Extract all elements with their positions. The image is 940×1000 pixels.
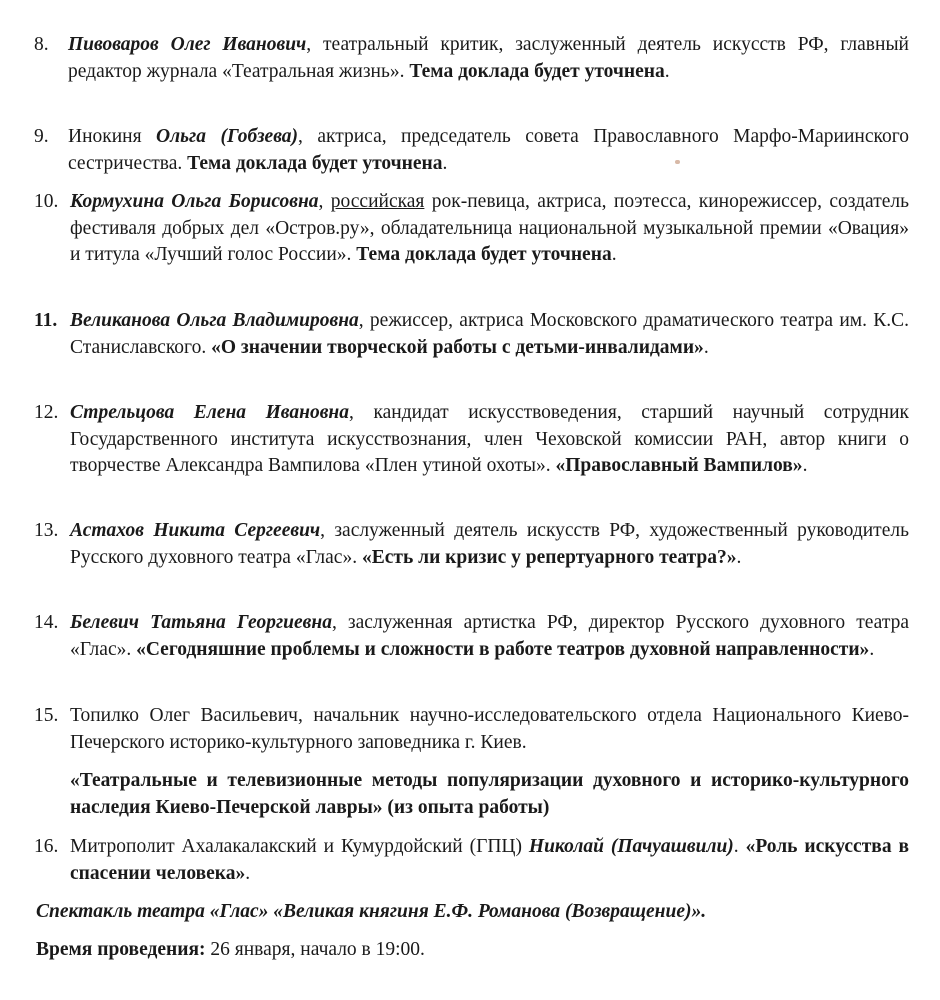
punctuation: . — [245, 862, 251, 884]
speaker-description: рок-певица, актриса, поэтесса, кинорежиссер, создатель фестиваля добрых дел «Остров.ру», обладательница национальной музыкальной премии «Овация» и титула «Лучший голос России». — [70, 191, 909, 265]
item-text — [70, 703, 909, 756]
report-topic: Тема доклада будет уточнена — [356, 244, 612, 265]
item-text — [70, 610, 909, 663]
speaker-item — [34, 189, 909, 269]
report-topic: «Сегодняшние проблемы и сложности в работе театров духовной направленности» — [136, 638, 870, 660]
item-text — [70, 834, 909, 887]
speaker-description: Митрополит Ахалакалакский и Кумурдойский (ГПЦ) — [70, 836, 529, 857]
speaker-description: Топилко Олег Васильевич, начальник научно-исследовательского отдела Национального Киево-Печерского историко-культурного заповедника г. Киев. — [70, 705, 909, 753]
report-topic: «Театральные и телевизионные методы популяризации духовного и историко-культурного наследия Киево-Печерской лавры» (из опыта работы) — [70, 770, 909, 818]
item-text — [68, 124, 909, 177]
speaker-description: , режиссер, актриса Московского драматического театра им. К.С. Станиславского. — [70, 310, 909, 358]
speaker-item — [34, 124, 909, 177]
punctuation: . — [869, 638, 875, 660]
speaker-name: Николай (Пачуашвили) — [528, 836, 734, 857]
speaker-name: Ольга (Гобзева) — [156, 126, 299, 147]
speaker-item — [34, 518, 909, 571]
item-number: 9. — [34, 126, 49, 147]
time-line — [36, 937, 909, 964]
speaker-description: , кандидат искусствоведения, старший научный сотрудник Государственного института искусствознания, член Чеховской комиссии РАН, автор книги о творчестве Александра Вампилова «Плен утиной охоты». — [70, 402, 909, 476]
item-number: 12. — [34, 402, 59, 423]
item-number: 11. — [34, 310, 58, 331]
item-number: 14. — [34, 612, 59, 633]
item-text — [70, 308, 909, 361]
item-text — [70, 189, 909, 269]
speaker-description: , заслуженная артистка РФ, директор Русского духовного театра «Глас». — [70, 612, 909, 660]
speaker-name: Пивоваров Олег Иванович — [68, 34, 307, 55]
report-topic: Тема доклада будет уточнена — [409, 60, 665, 82]
punctuation: , — [318, 191, 331, 212]
report-topic: «О значении творческой работы с детьми-инвалидами» — [211, 336, 704, 358]
report-topic: «Роль искусства в спасении человека» — [70, 836, 910, 884]
item-number: 13. — [34, 520, 59, 541]
speaker-name: Великанова Ольга Владимировна — [70, 310, 359, 331]
time-label: Время проведения: — [36, 939, 206, 960]
speaker-title: Инокиня — [68, 126, 157, 147]
item-number: 15. — [34, 705, 59, 726]
speaker-name: Стрельцова Елена Ивановна — [70, 402, 349, 423]
speaker-description: , театральный критик, заслуженный деятель искусств РФ, главный редактор журнала «Театральная жизнь». — [68, 34, 909, 82]
punctuation: . — [733, 836, 746, 857]
item-number: 8. — [34, 34, 49, 55]
report-topic: «Есть ли кризис у репертуарного театра?» — [361, 546, 737, 568]
punctuation: . — [611, 244, 617, 265]
speaker-item — [34, 834, 909, 887]
paper-speck — [675, 160, 680, 164]
performance-line: Спектакль театра «Глас» «Великая княгиня Е.Ф. Романова (Возвращение)». — [36, 901, 707, 922]
item-number: 10. — [34, 191, 59, 212]
speaker-name: Белевич Татьяна Георгиевна — [70, 612, 332, 633]
punctuation: . — [736, 546, 742, 568]
item-text — [68, 32, 909, 85]
speaker-description: , заслуженный деятель искусств РФ, художественный руководитель Русского духовного театра «Глас». — [70, 520, 909, 568]
punctuation: . — [442, 152, 448, 174]
speaker-name: Кормухина Ольга Борисовна — [70, 191, 319, 212]
punctuation: . — [703, 336, 709, 358]
punctuation: . — [664, 60, 670, 82]
punctuation: . — [802, 455, 808, 476]
speaker-item — [34, 308, 909, 361]
underlined-word: российская — [330, 191, 425, 212]
speaker-name: Астахов Никита Сергеевич — [70, 520, 321, 541]
item-number: 16. — [34, 836, 59, 857]
report-topic: Тема доклада будет уточнена — [187, 152, 443, 174]
item-text — [70, 400, 909, 480]
speaker-description: , актриса, председатель совета Православного Марфо-Мариинского сестричества. — [68, 126, 909, 174]
speaker-item — [34, 32, 909, 85]
speaker-item — [34, 703, 909, 756]
time-value: 26 января, начало в 19:00. — [205, 939, 425, 960]
speaker-item — [34, 400, 909, 480]
item-text — [70, 518, 909, 571]
report-topic: «Православный Вампилов» — [555, 455, 803, 476]
speaker-item — [34, 610, 909, 663]
